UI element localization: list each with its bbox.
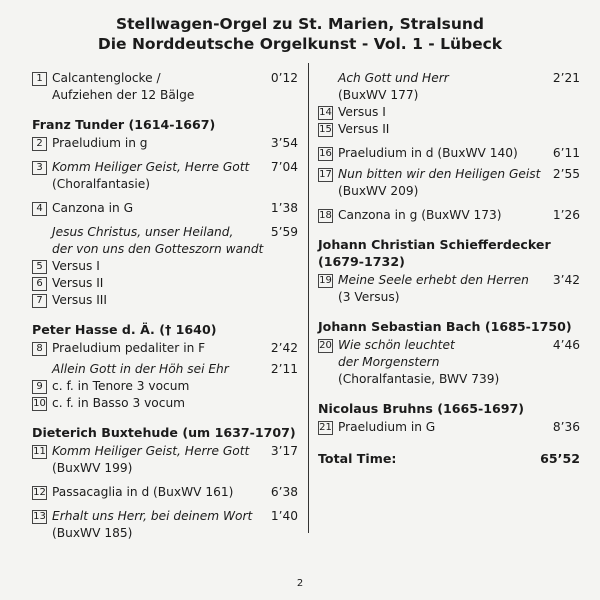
track-number: 8 (32, 342, 47, 356)
work-group-heading (32, 224, 298, 258)
track-subtitle-2: (Choralfantasie, BWV 739) (338, 372, 500, 386)
track-16 (318, 145, 580, 162)
track-number: 13 (33, 511, 46, 522)
track-title: c. f. in Basso 3 vocum (52, 396, 186, 410)
track-duration: 8’36 (552, 420, 580, 434)
right-column (318, 70, 580, 467)
track-subtitle: der Morgenstern (338, 355, 440, 369)
composer-heading (318, 236, 580, 270)
composer-heading: Peter Hasse d. Ä. († 1640) (32, 322, 217, 337)
track-title: Komm Heiliger Geist, Herre Gott (52, 160, 250, 174)
track-duration: 2’42 (270, 341, 298, 355)
track-title: Canzona in G (52, 201, 134, 215)
track-duration: 3’54 (270, 136, 298, 150)
track-3 (32, 159, 298, 193)
composer-dates: (1679-1732) (318, 254, 405, 269)
track-number: 19 (319, 275, 332, 286)
track-duration: 6’11 (552, 146, 580, 160)
track-9 (32, 378, 298, 395)
track-number: 2 (32, 137, 47, 151)
title-line-1: Stellwagen-Orgel zu St. Marien, Stralsund (115, 15, 485, 33)
track-duration: 0’12 (270, 71, 298, 85)
track-duration: 4’46 (552, 338, 580, 352)
track-title: Calcantenglocke / (52, 71, 161, 85)
track-duration: 6’38 (270, 485, 298, 499)
track-4 (32, 200, 298, 217)
track-number: 17 (319, 169, 332, 180)
work-duration: 2’21 (552, 71, 580, 85)
track-17 (318, 166, 580, 200)
track-title: Komm Heiliger Geist, Herre Gott (52, 444, 250, 458)
track-subtitle: (BuxWV 199) (52, 461, 133, 475)
track-6 (32, 275, 298, 292)
track-11 (32, 443, 298, 477)
track-19 (318, 272, 580, 306)
track-title: Versus I (52, 259, 100, 273)
track-12 (32, 484, 298, 501)
track-21 (318, 419, 580, 436)
track-number: 10 (33, 398, 46, 409)
composer-heading: Nicolaus Bruhns (1665-1697) (318, 401, 525, 416)
column-divider (308, 63, 309, 533)
title-line-2: Die Norddeutsche Orgelkunst - Vol. 1 - Lübeck (97, 35, 503, 53)
track-10 (32, 395, 298, 412)
track-title: Canzona in g (BuxWV 173) (338, 208, 502, 222)
track-2 (32, 135, 298, 152)
composer-heading: Dieterich Buxtehude (um 1637-1707) (32, 425, 296, 440)
track-duration: 1’40 (270, 509, 298, 523)
track-number: 11 (33, 446, 46, 457)
track-18 (318, 207, 580, 224)
total-time-value: 65’52 (540, 451, 580, 466)
track-title: Praeludium in g (52, 136, 148, 150)
track-number: 6 (32, 277, 47, 291)
track-subtitle: Aufziehen der 12 Bälge (52, 88, 195, 102)
total-time (318, 450, 580, 467)
work-subtitle: (BuxWV 177) (338, 88, 419, 102)
track-20 (318, 337, 580, 388)
work-title: Jesus Christus, unser Heiland, (52, 225, 234, 239)
track-7 (32, 292, 298, 309)
track-duration: 1’26 (552, 208, 580, 222)
track-number: 4 (32, 202, 47, 216)
track-number: 12 (33, 487, 46, 498)
track-number: 21 (319, 422, 332, 433)
track-15 (318, 121, 580, 138)
track-duration: 1’38 (270, 201, 298, 215)
composer-heading: Johann Sebastian Bach (1685-1750) (318, 319, 572, 334)
track-title: Versus II (52, 276, 104, 290)
work-title: Allein Gott in der Höh sei Ehr (52, 362, 229, 376)
track-title: Erhalt uns Herr, bei deinem Wort (52, 509, 253, 523)
track-number: 18 (319, 210, 332, 221)
track-title: Praeludium in d (BuxWV 140) (338, 146, 518, 160)
composer-name: Johann Christian Schiefferdecker (318, 237, 551, 252)
left-column (32, 70, 298, 542)
track-title: Wie schön leuchtet (338, 338, 455, 352)
track-number: 5 (32, 260, 47, 274)
track-8 (32, 340, 298, 357)
track-title: Versus I (338, 105, 386, 119)
booklet-title (0, 14, 600, 54)
track-duration: 2’55 (552, 167, 580, 181)
total-time-label: Total Time: (318, 451, 397, 466)
composer-heading: Franz Tunder (1614-1667) (32, 117, 216, 132)
track-subtitle: (BuxWV 185) (52, 526, 133, 540)
work-title: Ach Gott und Herr (338, 71, 449, 85)
track-title: Passacaglia in d (BuxWV 161) (52, 485, 234, 499)
track-13 (32, 508, 298, 542)
work-subtitle: der von uns den Gotteszorn wandt (52, 242, 264, 256)
track-5 (32, 258, 298, 275)
work-duration: 2’11 (270, 362, 298, 376)
track-title: Praeludium pedaliter in F (52, 341, 206, 355)
track-duration: 3’17 (270, 444, 298, 458)
work-duration: 5’59 (270, 225, 298, 239)
track-title: c. f. in Tenore 3 vocum (52, 379, 190, 393)
track-title: Praeludium in G (338, 420, 436, 434)
track-duration: 7’04 (270, 160, 298, 174)
work-group-heading (32, 361, 298, 378)
page-number: 2 (296, 578, 304, 589)
track-title: Versus II (338, 122, 390, 136)
track-number: 9 (32, 380, 47, 394)
track-subtitle: (BuxWV 209) (338, 184, 419, 198)
track-subtitle: (3 Versus) (338, 290, 400, 304)
track-title: Versus III (52, 293, 107, 307)
track-number: 1 (32, 72, 47, 86)
track-number: 3 (32, 161, 47, 175)
track-title: Nun bitten wir den Heiligen Geist (338, 167, 541, 181)
track-number: 16 (319, 148, 332, 159)
track-number: 7 (32, 294, 47, 308)
track-14 (318, 104, 580, 121)
track-title: Meine Seele erhebt den Herren (338, 273, 529, 287)
track-subtitle: (Choralfantasie) (52, 177, 151, 191)
track-number: 20 (319, 340, 332, 351)
track-number: 15 (319, 124, 332, 135)
track-number: 14 (319, 107, 332, 118)
work-group-heading (318, 70, 580, 104)
track-1 (32, 70, 298, 104)
track-duration: 3’42 (552, 273, 580, 287)
